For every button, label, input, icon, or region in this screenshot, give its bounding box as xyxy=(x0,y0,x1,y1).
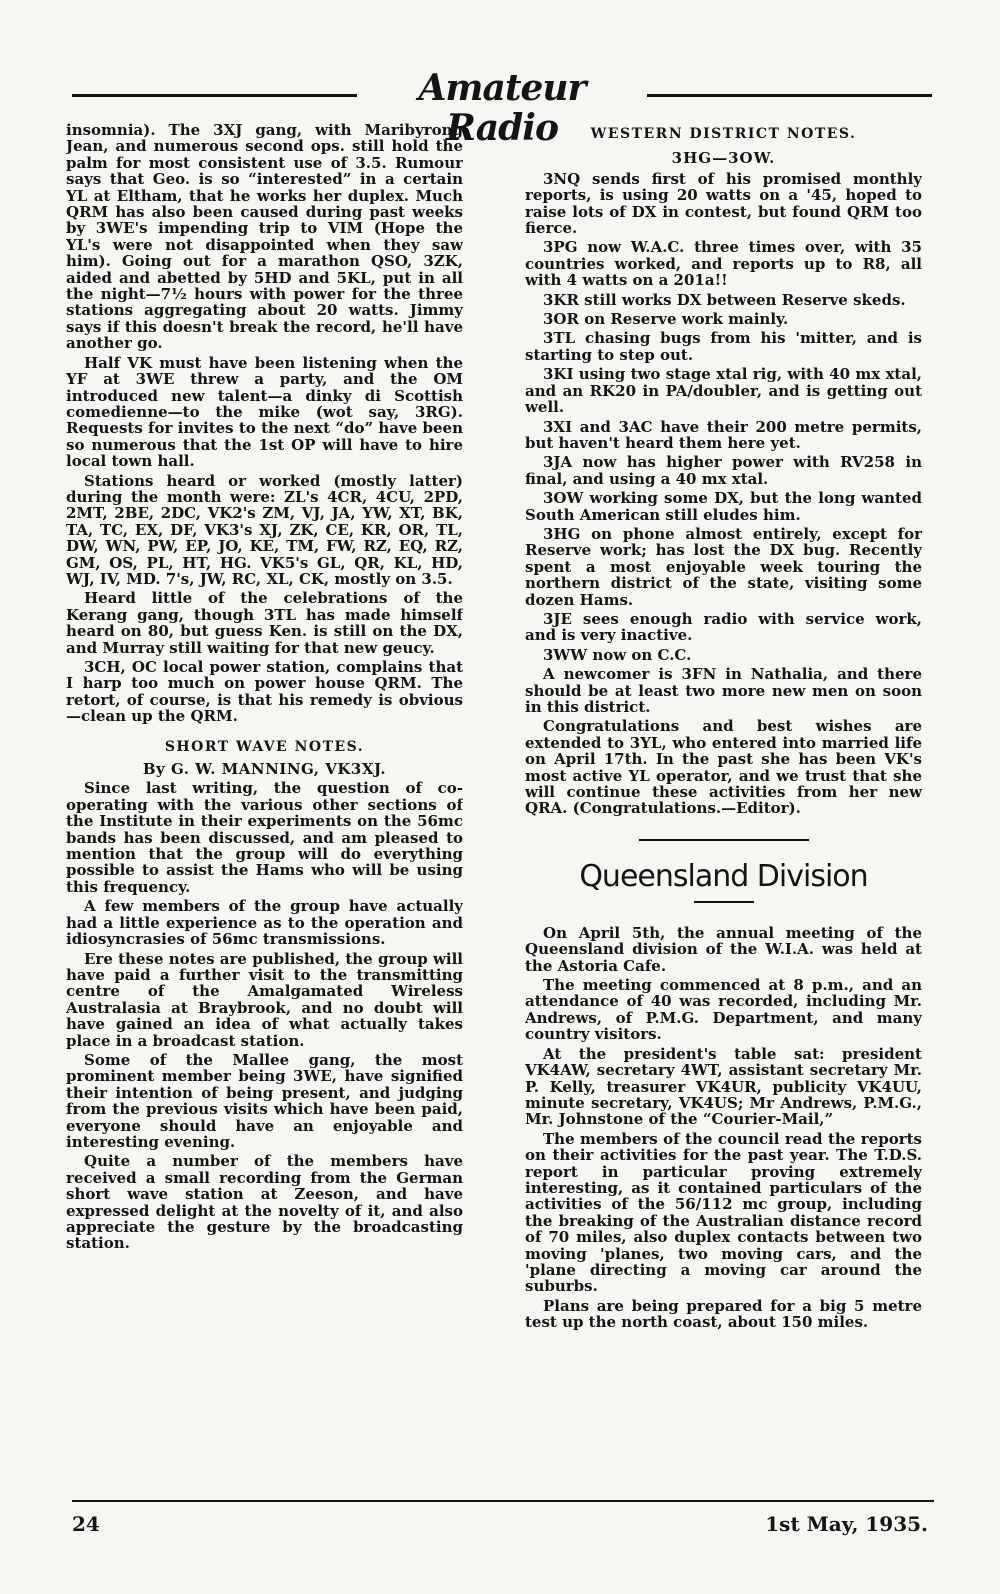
issue-date: 1st May, 1935. xyxy=(765,1512,928,1536)
paragraph: 3JE sees enough radio with service work, and is very inactive. xyxy=(525,609,922,645)
paragraph: 3WW now on C.C. xyxy=(543,645,692,664)
paragraph: Stations heard or worked (mostly latter) during the month were: ZL's 4CR, 4CU, 2PD, 2MT, 2BE, 2DC, VK2's ZM, VJ, JA, YW, XT, BK, TA, TC, EX, DF, VK3's XJ, ZK, CE, KR, OR, TL, DW, WN, PW, EP, JO, KE, TM, FW, RZ, EQ, RZ, GM, OS, PL, HT, HG. VK5's GL, QR, KL, HD, WJ, IV, MD. 7's, JW, RC, XL, CK, mostly on 3.5. xyxy=(66,471,463,588)
paragraph: Heard little of the celebrations of the Kerang gang, though 3TL has made himself heard on 80, but guess Ken. is still on the DX, and Murray still waiting for that new geucy. xyxy=(66,589,463,657)
paragraph: A few members of the group have actually had a little experience as to the operation and idiosyncrasies of 56mc transmissions. xyxy=(66,897,463,949)
masthead-rule-left xyxy=(72,94,357,97)
paragraph: 3NQ sends first of his promised monthly reports, is using 20 watts on a '45, hoped to raise lots of DX in contest, but found QRM too fierce. xyxy=(525,169,922,238)
paragraph: At the president's table sat: president VK4AW, secretary 4WT, assistant secretary Mr. P. Kelly, treasurer VK4UR, publicity VK4UU, minute secretary, VK4US; Mr Andrews, P.M.G., Mr. Johnstone of the “Courier-Mail,” xyxy=(525,1044,922,1129)
paragraph: 3TL chasing bugs from his 'mitter, and is starting to step out. xyxy=(525,329,922,364)
paragraph: The meeting commenced at 8 p.m., and an attendance of 40 was recorded, including Mr. Andrews, of P.M.G. Department, and many country visitors. xyxy=(525,976,922,1044)
section-heading-queensland: Queensland Division xyxy=(579,858,868,894)
masthead-rule-right xyxy=(647,94,932,97)
paragraph: 3CH, OC local power station, complains that I harp too much on power house QRM. The retort, of course, is that his remedy is obvious—clean up the QRM. xyxy=(66,658,463,726)
right-column xyxy=(525,122,922,1492)
paragraph: 3PG now W.A.C. three times over, with 35 countries worked, and reports up to R8, all with 4 watts on a 201a!! xyxy=(525,238,922,290)
heading-underline xyxy=(694,901,754,903)
paragraph: 3HG on phone almost entirely, except for Reserve work; has lost the DX bug. Recently spent a most enjoyable week touring the northern district of the state, visiting some dozen Hams. xyxy=(525,524,922,609)
byline: By G. W. MANNING, VK3XJ. xyxy=(142,760,387,779)
paragraph: Plans are being prepared for a big 5 metre test up the north coast, about 150 miles. xyxy=(525,1296,922,1332)
left-column xyxy=(66,122,463,1492)
paragraph: On April 5th, the annual meeting of the Queensland division of the W.I.A. was held at the Astoria Cafe. xyxy=(525,923,922,975)
section-subheading: 3HG—3OW. xyxy=(671,149,776,168)
paragraph: 3KR still works DX between Reserve skeds. xyxy=(543,290,906,309)
paragraph: Half VK must have been listening when the YF at 3WE threw a party, and the OM introduced new talent—a dinky di Scottish comedienne—to the mike (wot say, 3RG). Requests for invites to the next “do” have been so numerous that the 1st OP will have to hire local town hall. xyxy=(66,353,463,471)
page-number: 24 xyxy=(72,1512,100,1536)
paragraph: Quite a number of the members have received a small recording from the German short wave station at Zeeson, and have expressed delight at the novelty of it, and also appreciate the gesture by the broadcasting station. xyxy=(66,1152,463,1253)
masthead-title: Amateur Radio xyxy=(418,67,586,149)
paragraph: insomnia). The 3XJ gang, with Maribyrong Jean, and numerous second ops. still hold the palm for most consistent use of 3.5. Rumour says that Geo. is so “interested” in a certain YL at Eltham, that he works her duplex. Much QRM has also been caused during past weeks by 3WE's impending trip to VIM (Hope the YL's were not disappointed when they saw him). Going out for a marathon QSO, 3ZK, aided and abetted by 5HD and 5KL, put in all the night—7½ hours with power for the three stations aggregating about 20 watts. Jimmy says if this doesn't break the record, he'll have another go. xyxy=(66,122,463,353)
paragraph: Some of the Mallee gang, the most prominent member being 3WE, have signified their intention of being present, and judging from the previous visits which have been paid, everyone should have an enjoyable and interesting evening. xyxy=(66,1050,463,1151)
paragraph: Ere these notes are published, the group will have paid a further visit to the transmitting centre of the Amalgamated Wireless Australasia at Braybrook, and no doubt will have gained an idea of what actually takes place in a broadcast station. xyxy=(66,949,463,1050)
paragraph: 3JA now has higher power with RV258 in final, and using a 40 mx xtal. xyxy=(525,453,922,488)
paragraph: The members of the council read the reports on their activities for the past year. The T.D.S. report in particular proving extremely interesting, as it contained particulars of the activities of the 56/112 mc group, including the breaking of the Australian distance record of 70 miles, also duplex contacts between two moving 'planes, two moving cars, and the 'plane directing a moving car around the suburbs. xyxy=(525,1129,922,1296)
paragraph: 3OR on Reserve work mainly. xyxy=(543,310,789,329)
paragraph: 3XI and 3AC have their 200 metre permits, but haven't heard them here yet. xyxy=(525,417,922,452)
section-heading-short-wave: SHORT WAVE NOTES. xyxy=(164,738,365,755)
paragraph: A newcomer is 3FN in Nathalia, and there should be at least two more new men on soon in this district. xyxy=(525,665,922,716)
paragraph: 3OW working some DX, but the long wanted South American still eludes him. xyxy=(525,489,922,524)
section-divider xyxy=(639,839,809,841)
footer-rule xyxy=(72,1500,934,1502)
paragraph: 3KI using two stage xtal rig, with 40 mx xtal, and an RK20 in PA/doubler, and is getting out well. xyxy=(525,365,922,417)
section-heading-western: WESTERN DISTRICT NOTES. xyxy=(590,126,857,142)
paragraph: Congratulations and best wishes are extended to 3YL, who entered into married life on April 17th. In the past she has been VK's most active YL operator, and we trust that she will continue these activities from her new QRA. (Congratulations.—Editor). xyxy=(525,717,922,818)
paragraph: Since last writing, the question of co-operating with the various other sections of the Institute in their experiments on the 56mc bands has been discussed, and am pleased to mention that the group will do everything possible to assist the Hams who will be using this frequency. xyxy=(66,779,463,896)
